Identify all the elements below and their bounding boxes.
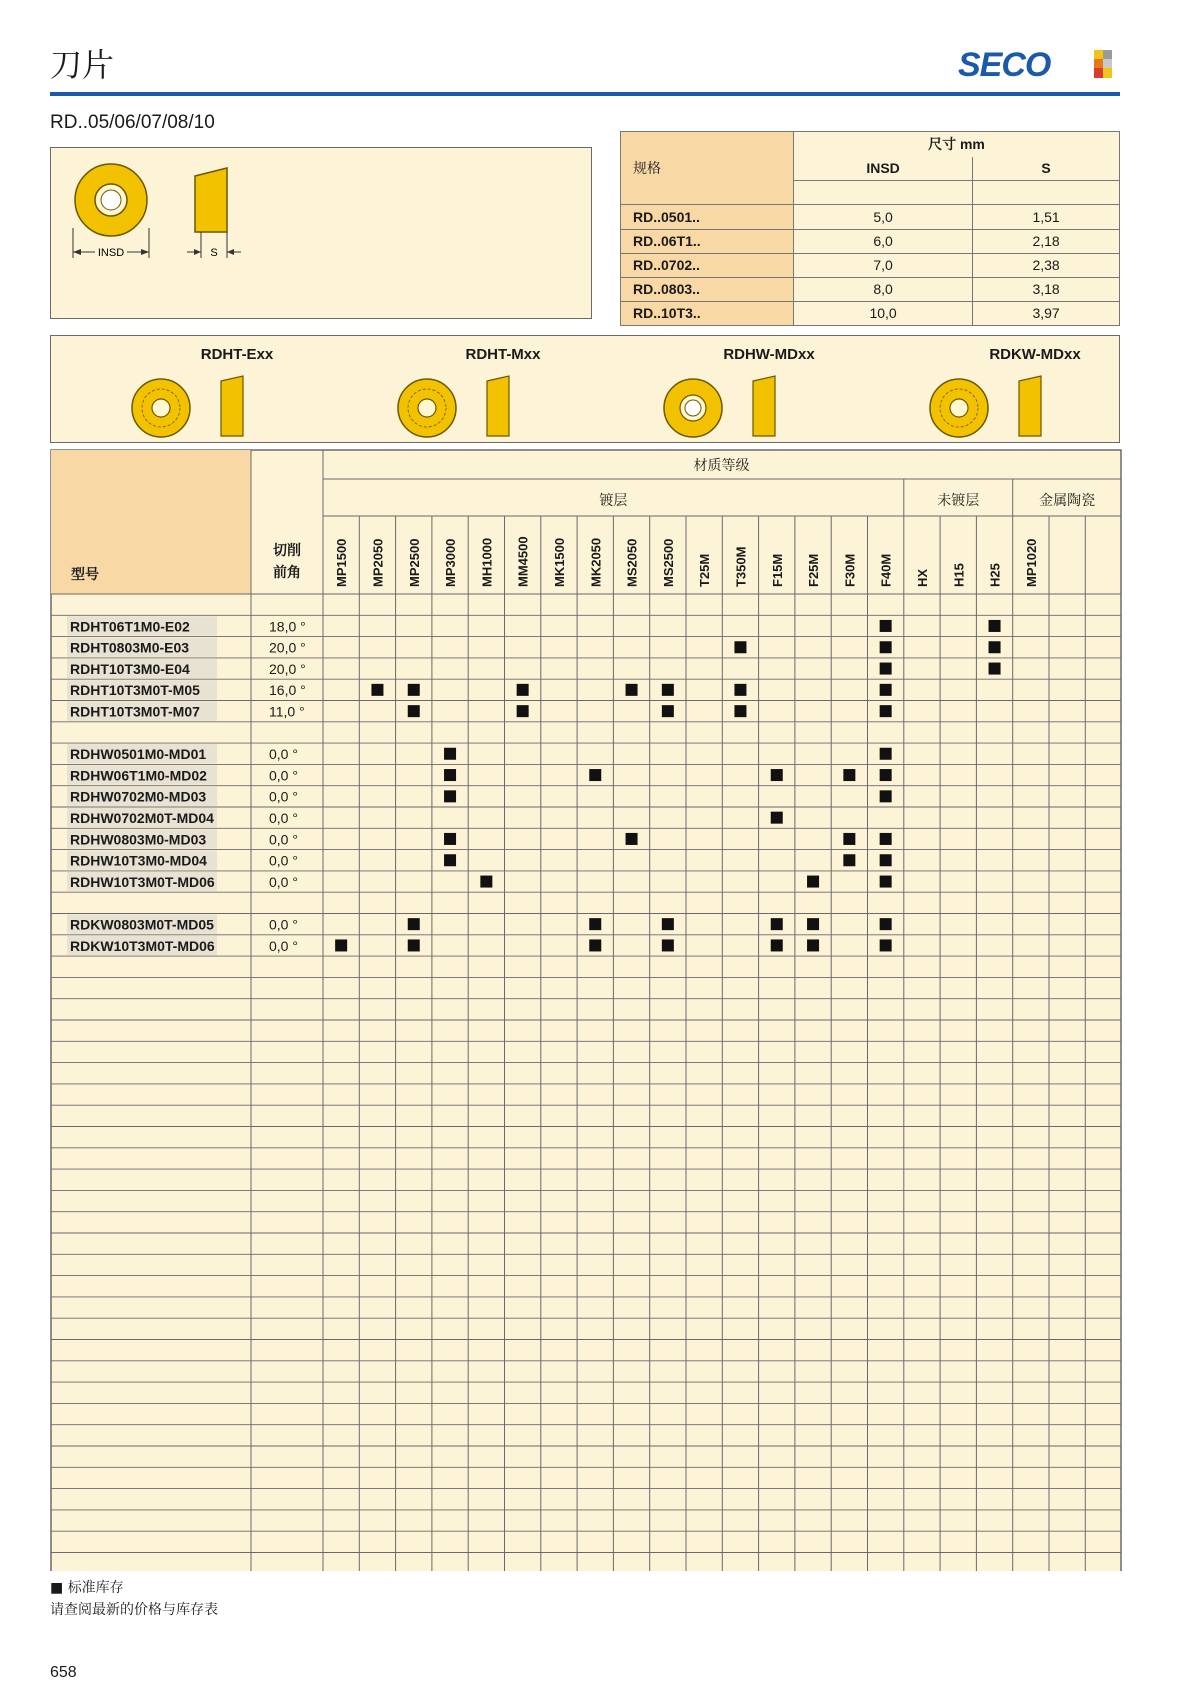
material-grade-header: 材质等级 xyxy=(693,458,750,474)
type-label-rdht-mxx: RDHT-Mxx xyxy=(465,346,541,363)
rake-cell: 20,0 ° xyxy=(269,660,306,677)
rdht-mxx-insert-icon xyxy=(398,376,509,437)
stock-marker-mp3000 xyxy=(444,854,456,866)
stock-marker-f40m xyxy=(880,833,892,845)
stock-marker-mm4500 xyxy=(517,705,529,717)
stock-marker-mh1000 xyxy=(480,876,492,888)
legend-text: 标准库存 xyxy=(67,1580,124,1596)
stock-marker-f40m xyxy=(880,769,892,781)
rdht-exx-insert-icon xyxy=(132,376,243,437)
s-header: S xyxy=(973,157,1120,181)
stock-marker-mp2500 xyxy=(408,918,420,930)
grade-header-t25m: T25M xyxy=(697,553,713,587)
dims-group-header: 尺寸 mm xyxy=(794,132,1120,158)
s-dimension-label: S xyxy=(210,247,218,259)
stock-marker-f15m xyxy=(771,812,783,824)
rake-cell: 20,0 ° xyxy=(269,639,306,656)
stock-marker-mp2500 xyxy=(408,939,420,951)
stock-marker-f40m xyxy=(880,748,892,760)
grade-header-ms2050: MS2050 xyxy=(624,538,640,587)
insert-dimension-figure xyxy=(50,147,592,319)
rake-header-line1: 切削 xyxy=(273,543,301,559)
stock-marker-mp3000 xyxy=(444,769,456,781)
stock-marker-mp3000 xyxy=(444,833,456,845)
logo-mark-icon xyxy=(1094,50,1112,78)
stock-marker-f40m xyxy=(880,663,892,675)
rdhw-mdxx-insert-icon xyxy=(664,376,775,437)
dims-row: RD..10T3.. 10,0 3,97 xyxy=(621,301,1120,325)
stock-marker-mp2050 xyxy=(371,684,383,696)
seco-logo: SECO xyxy=(958,46,1051,84)
stock-marker-ms2050 xyxy=(626,684,638,696)
type-label-rdhw-mdxx: RDHW-MDxx xyxy=(723,346,815,363)
stock-marker-f15m xyxy=(771,769,783,781)
stock-marker-mm4500 xyxy=(517,684,529,696)
stock-marker-f40m xyxy=(880,641,892,653)
rake-cell: 16,0 ° xyxy=(269,682,306,699)
model-cell: RDHW10T3M0T-MD06 xyxy=(70,873,215,890)
insd-header: INSD xyxy=(794,157,973,181)
dims-row: RD..06T1.. 6,0 2,18 xyxy=(621,229,1120,253)
stock-marker-f40m xyxy=(880,854,892,866)
model-cell: RDKW10T3M0T-MD06 xyxy=(70,937,215,954)
stock-marker-f25m xyxy=(807,939,819,951)
price-note: 请查阅最新的价格与库存表 xyxy=(50,1602,218,1618)
spec-header: 规格 xyxy=(621,132,794,205)
stock-marker-ms2500 xyxy=(662,918,674,930)
stock-marker-ms2500 xyxy=(662,705,674,717)
rake-cell: 0,0 ° xyxy=(269,831,298,848)
stock-marker-f40m xyxy=(880,918,892,930)
insd-dimension-label: INSD xyxy=(97,247,125,259)
grade-header-mp3000: MP3000 xyxy=(443,538,459,587)
rdkw-mdxx-insert-icon xyxy=(930,376,1041,437)
insert-types-strip xyxy=(50,335,1120,443)
stock-marker-f30m xyxy=(843,854,855,866)
header-rule xyxy=(50,92,1120,96)
stock-marker-ms2500 xyxy=(662,939,674,951)
rake-header-line2: 前角 xyxy=(273,565,301,581)
model-cell: RDHT06T1M0-E02 xyxy=(70,618,190,635)
grade-header-hx: HX xyxy=(914,568,930,587)
model-cell: RDHW0501M0-MD01 xyxy=(70,746,207,763)
dimension-drawing xyxy=(51,148,591,318)
stock-marker-f40m xyxy=(880,876,892,888)
stock-marker-f25m xyxy=(807,918,819,930)
stock-marker-f25m xyxy=(807,876,819,888)
rake-cell: 0,0 ° xyxy=(269,746,298,763)
grade-header-mp2050: MP2050 xyxy=(370,538,386,587)
page-title: 刀片 xyxy=(50,46,115,84)
stock-marker-f40m xyxy=(880,684,892,696)
rake-cell: 0,0 ° xyxy=(269,916,298,933)
grade-header-mk2050: MK2050 xyxy=(588,537,604,587)
model-header: 型号 xyxy=(71,567,99,583)
grade-header-f15m: F15M xyxy=(769,553,785,587)
model-cell: RDHW10T3M0-MD04 xyxy=(70,852,207,869)
uncoated-header: 未镀层 xyxy=(937,493,980,509)
stock-marker-f30m xyxy=(843,833,855,845)
stock-marker-mk2050 xyxy=(589,918,601,930)
grade-header-t350m: T350M xyxy=(733,546,749,587)
stock-marker-f30m xyxy=(843,769,855,781)
model-cell: RDHW0803M0-MD03 xyxy=(70,831,207,848)
grade-header-f25m: F25M xyxy=(806,553,822,587)
dims-row: RD..0702.. 7,0 2,38 xyxy=(621,253,1120,277)
stock-marker-mp2500 xyxy=(408,684,420,696)
stock-marker-ms2050 xyxy=(626,833,638,845)
grade-header-f30m: F30M xyxy=(842,553,858,587)
stock-marker-f40m xyxy=(880,939,892,951)
stock-marker-f40m xyxy=(880,705,892,717)
grade-header-mp1020: MP1020 xyxy=(1023,538,1039,587)
rake-cell: 0,0 ° xyxy=(269,767,298,784)
stock-marker-mk2050 xyxy=(589,939,601,951)
coated-header: 镀层 xyxy=(599,493,628,509)
grade-header-mk1500: MK1500 xyxy=(551,537,567,587)
dims-row: RD..0803.. 8,0 3,18 xyxy=(621,277,1120,301)
type-label-rdkw-mdxx: RDKW-MDxx xyxy=(989,346,1081,363)
stock-marker-h25 xyxy=(989,641,1001,653)
rake-cell: 0,0 ° xyxy=(269,873,298,890)
stock-marker-h25 xyxy=(989,620,1001,632)
model-cell: RDHW0702M0T-MD04 xyxy=(70,810,214,826)
model-cell: RDHT10T3M0T-M05 xyxy=(70,682,200,699)
insert-family-title: RD..05/06/07/08/10 xyxy=(50,112,215,133)
model-cell: RDHT10T3M0-E04 xyxy=(70,660,190,677)
grade-header-mp1500: MP1500 xyxy=(334,538,350,587)
grade-header-mp2500: MP2500 xyxy=(406,538,422,587)
rake-cell: 11,0 ° xyxy=(269,703,305,720)
legend xyxy=(50,1577,124,1597)
stock-marker-f40m xyxy=(880,790,892,802)
grade-header-h25: H25 xyxy=(987,563,1003,587)
stock-marker-f15m xyxy=(771,918,783,930)
insert-type-drawings xyxy=(51,366,1119,442)
grade-header-ms2500: MS2500 xyxy=(660,538,676,587)
stock-marker-t350m xyxy=(734,641,746,653)
model-cell: RDHW06T1M0-MD02 xyxy=(70,767,207,784)
rake-cell: 0,0 ° xyxy=(269,852,298,869)
stock-marker-ms2500 xyxy=(662,684,674,696)
grade-header-h15: H15 xyxy=(951,563,967,587)
stock-marker-mp3000 xyxy=(444,790,456,802)
rake-cell: 18,0 ° xyxy=(269,618,306,635)
stock-marker-f15m xyxy=(771,939,783,951)
grade-header-mm4500: MM4500 xyxy=(515,536,531,587)
model-cell: RDHT10T3M0T-M07 xyxy=(70,703,200,720)
grade-header-f40m: F40M xyxy=(878,553,894,587)
rake-cell: 0,0 ° xyxy=(269,788,298,805)
model-cell: RDKW0803M0T-MD05 xyxy=(70,916,214,933)
stock-marker-mp2500 xyxy=(408,705,420,717)
stock-marker-mk2050 xyxy=(589,769,601,781)
stock-marker-f40m xyxy=(880,620,892,632)
stock-marker-t350m xyxy=(734,684,746,696)
dims-row: RD..0501.. 5,0 1,51 xyxy=(621,205,1120,229)
type-label-rdht-exx: RDHT-Exx xyxy=(200,346,274,363)
stock-marker-mp3000 xyxy=(444,748,456,760)
rake-cell: 0,0 ° xyxy=(269,810,298,826)
model-cell: RDHT0803M0-E03 xyxy=(70,639,190,656)
stock-marker-h25 xyxy=(989,663,1001,675)
grade-header-mh1000: MH1000 xyxy=(479,537,495,587)
model-cell: RDHW0702M0-MD03 xyxy=(70,788,207,805)
rake-cell: 0,0 ° xyxy=(269,937,298,954)
stock-marker-t350m xyxy=(734,705,746,717)
stock-marker-mp1500 xyxy=(335,939,347,951)
page-number: 658 xyxy=(50,1664,77,1681)
cermet-header: 金属陶瓷 xyxy=(1039,493,1096,509)
dimensions-table xyxy=(620,131,1120,326)
legend-marker: ■ xyxy=(50,1580,64,1596)
grades-table xyxy=(50,449,1122,1571)
